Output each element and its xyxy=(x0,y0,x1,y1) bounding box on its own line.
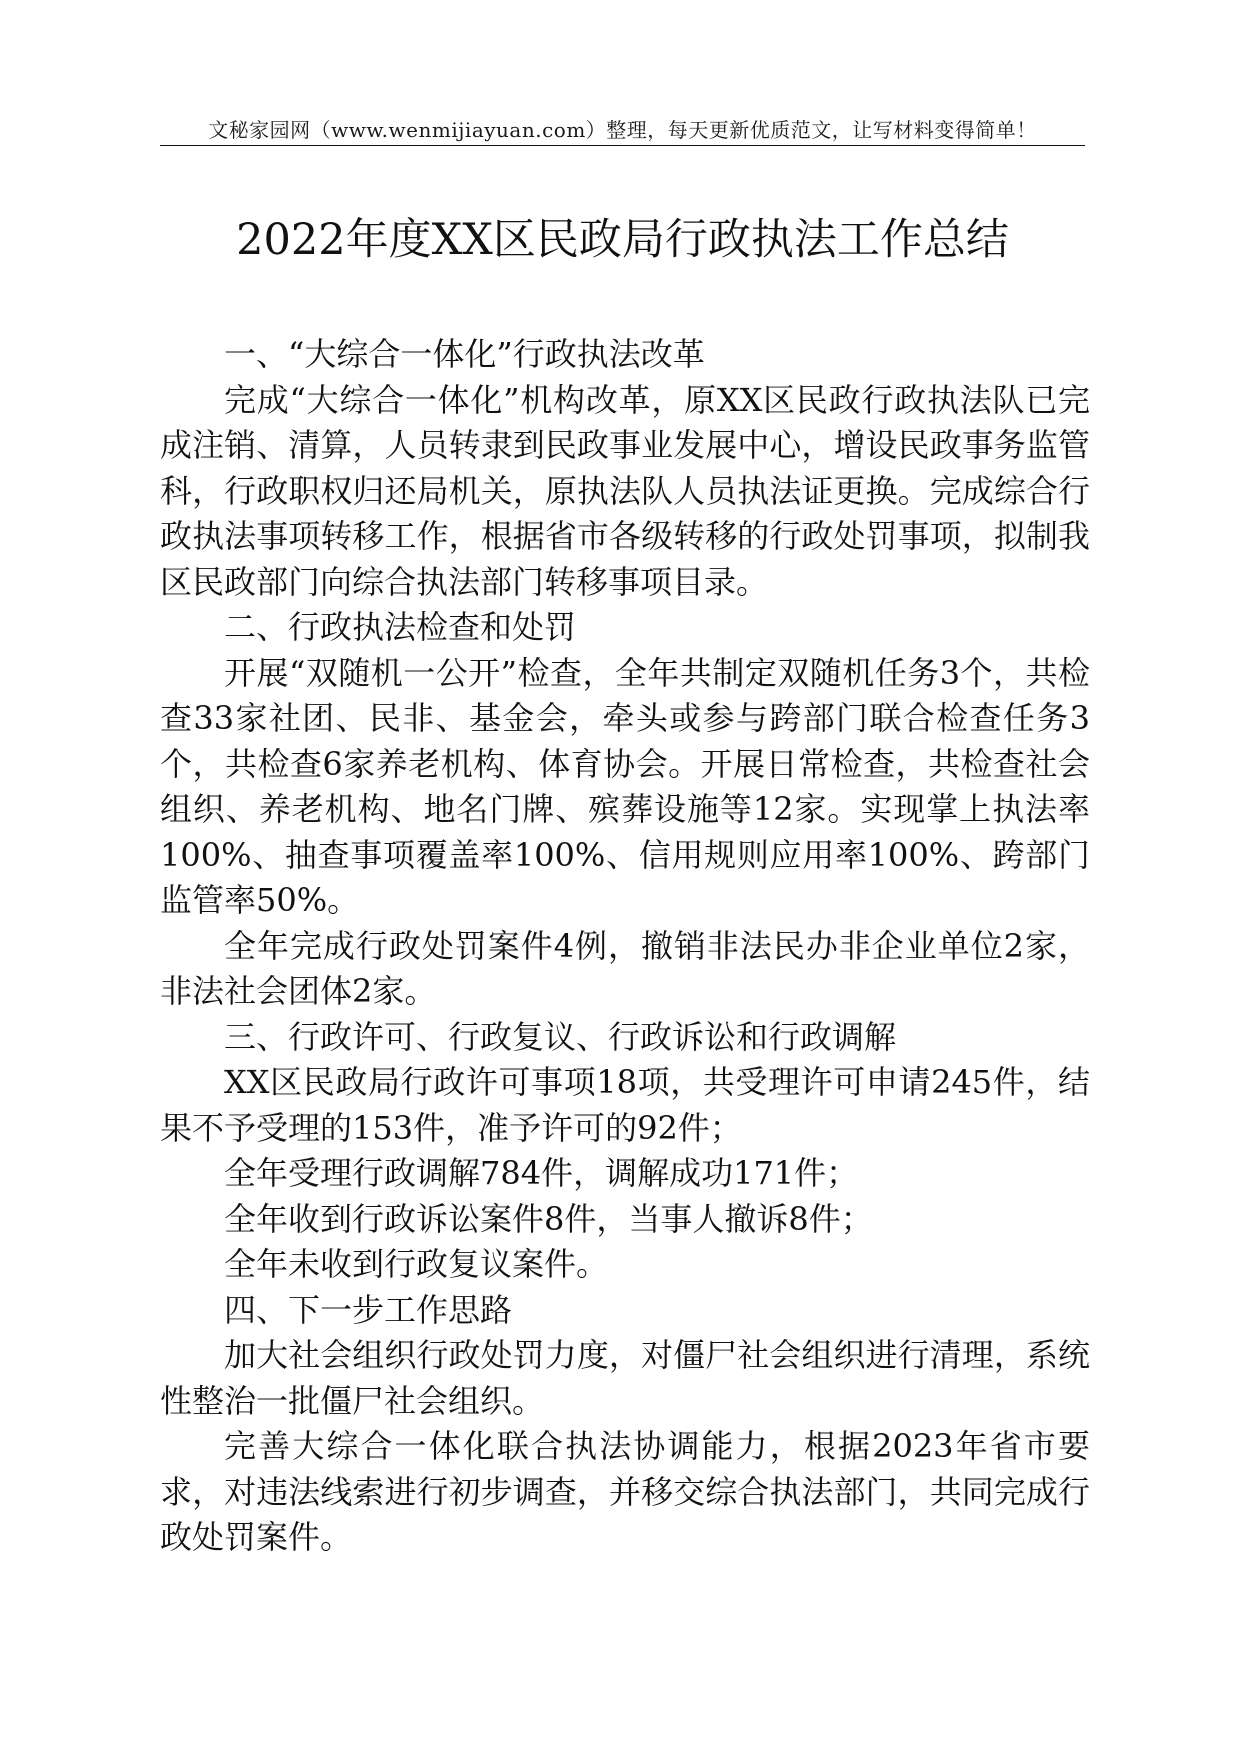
paragraph: XX区民政局行政许可事项18项，共受理许可申请245件，结果不予受理的153件，准予许可的92件； xyxy=(160,1063,1090,1147)
paragraph: 全年未收到行政复议案件。 xyxy=(224,1245,609,1283)
paragraph: 全年收到行政诉讼案件8件，当事人撤诉8件； xyxy=(224,1199,873,1238)
paragraph: 完成“大综合一体化”机构改革，原XX区民政行政执法队已完成注销、清算，人员转隶到民政事业发展中心，增设民政事务监管科，行政职权归还局机关，原执法队人员执法证更换。完成综合行政执法事项转移工作，根据省市各级转移的行政处罚事项，拟制我区民政部门向综合执法部门转移事项目录。 xyxy=(160,380,1090,601)
section-heading-2: 二、行政执法检查和处罚 xyxy=(224,608,577,646)
paragraph: 全年受理行政调解784件，调解成功171件； xyxy=(224,1154,859,1192)
page-header-text: 文秘家园网（www.wenmijiayuan.com）整理，每天更新优质范文，让写材料变得简单！ xyxy=(208,118,1037,142)
section-heading-3: 三、行政许可、行政复议、行政诉讼和行政调解 xyxy=(224,1017,897,1056)
paragraph: 开展“双随机一公开”检查，全年共制定双随机任务3个，共检查33家社团、民非、基金会，牵头或参与跨部门联合检查任务3个，共检查6家养老机构、体育协会。开展日常检查，共检查社会组织、养老机构、地名门牌、殡葬设施等12家。实现掌上执法率100%、抽查事项覆盖率100%、信用规则应用率100%、跨部门监管率50%。 xyxy=(160,653,1090,919)
header-divider xyxy=(160,145,1085,146)
document-title: 2022年度XX区民政局行政执法工作总结 xyxy=(236,215,1009,265)
section-heading-4: 四、下一步工作思路 xyxy=(224,1290,513,1329)
paragraph: 完善大综合一体化联合执法协调能力，根据2023年省市要求，对违法线索进行初步调查，并移交综合执法部门，共同完成行政处罚案件。 xyxy=(160,1427,1090,1556)
paragraph: 加大社会组织行政处罚力度，对僵尸社会组织进行清理，系统性整治一批僵尸社会组织。 xyxy=(160,1336,1090,1420)
document-body xyxy=(160,332,1090,1561)
paragraph: 全年完成行政处罚案件4例，撤销非法民办非企业单位2家，非法社会团体2家。 xyxy=(160,926,1090,1010)
section-heading-1: 一、“大综合一体化”行政执法改革 xyxy=(224,335,705,373)
